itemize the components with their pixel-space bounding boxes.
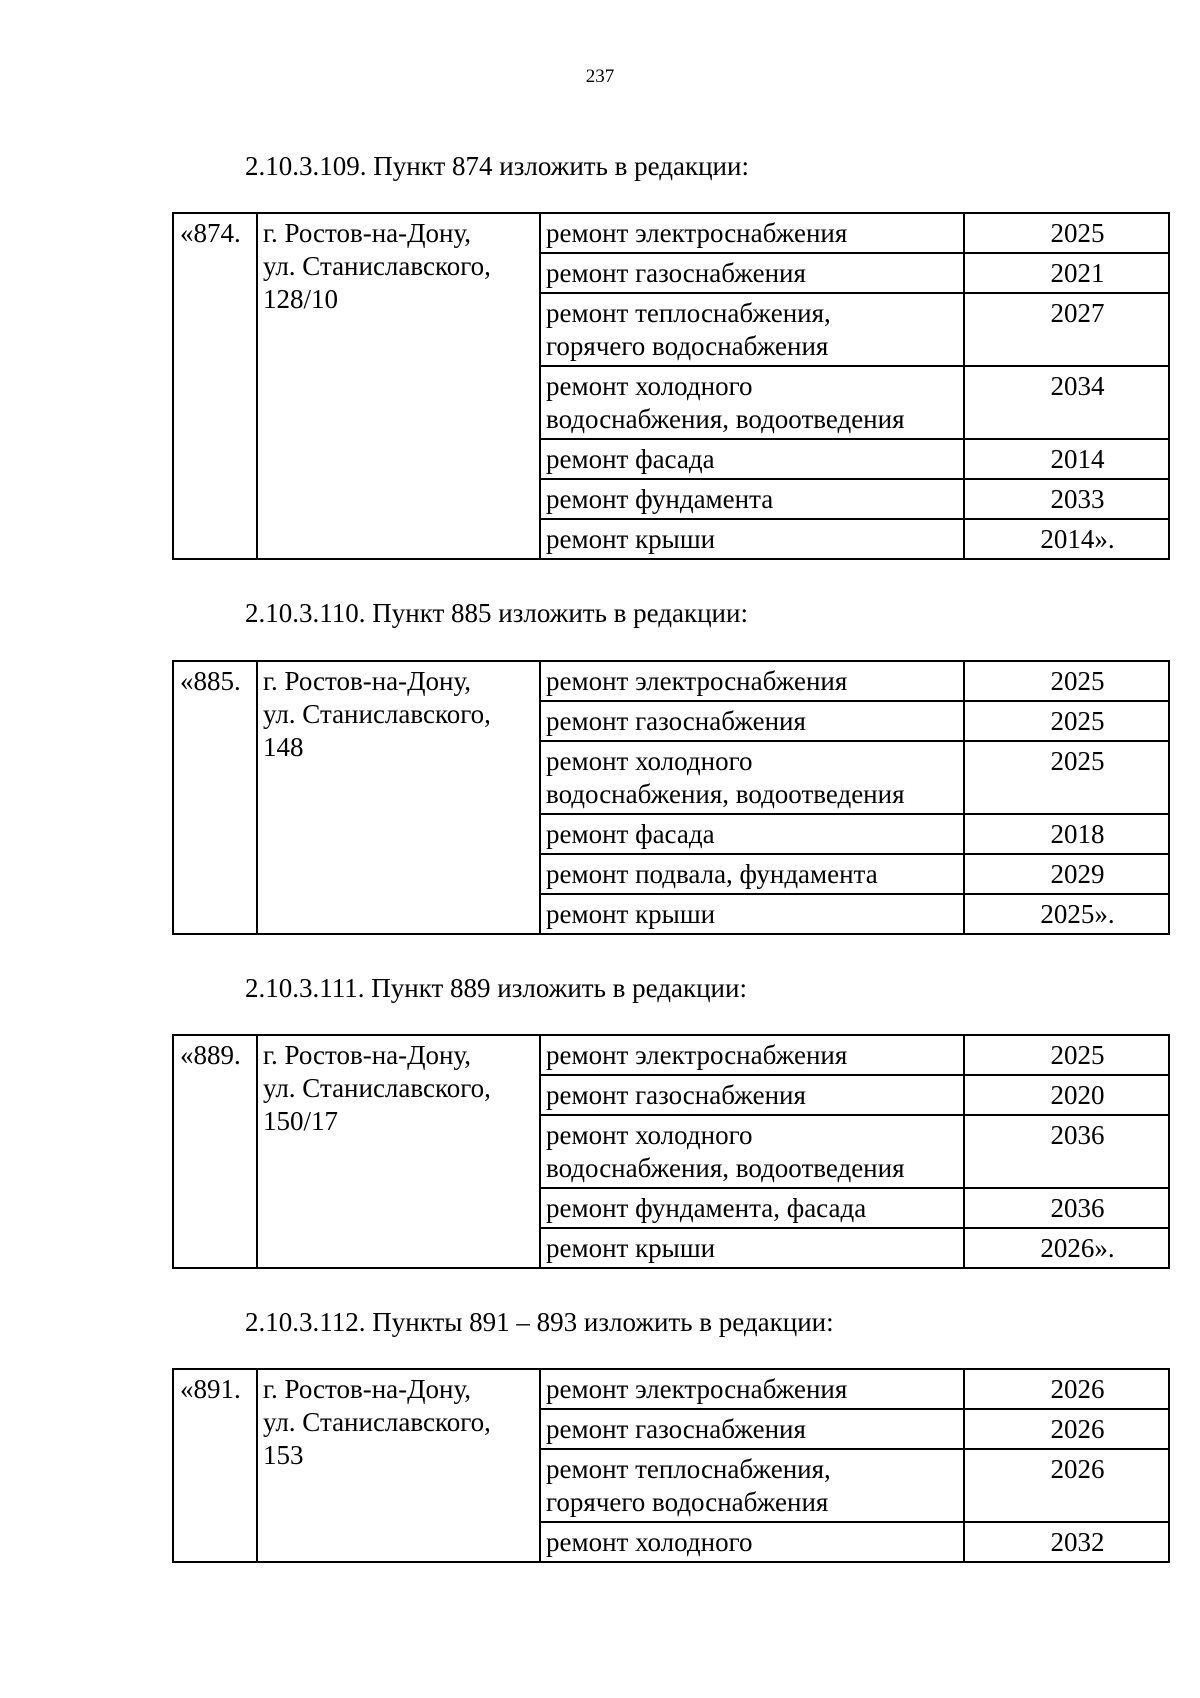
repair-year: 2033 — [964, 479, 1169, 519]
repair-year: 2026 — [964, 1369, 1169, 1409]
repair-year: 2026 — [964, 1449, 1169, 1522]
repair-year: 2036 — [964, 1188, 1169, 1228]
work-line: горячего водоснабжения — [546, 331, 829, 361]
table-row — [173, 1035, 1169, 1075]
section-heading: 2.10.3.110. Пункт 885 изложить в редакции: — [245, 598, 748, 628]
table-row — [173, 1369, 1169, 1409]
page-number: 237 — [585, 66, 615, 87]
repair-year: 2026 — [964, 1409, 1169, 1449]
work-type: ремонт газоснабжения — [540, 1409, 964, 1449]
address-line: г. Ростов-на-Дону, — [263, 218, 472, 248]
address-cell — [257, 213, 540, 559]
work-type — [540, 741, 964, 814]
work-type: ремонт крыши — [540, 1228, 964, 1268]
address-line: ул. Станиславского, — [263, 1407, 491, 1437]
work-type: ремонт электроснабжения — [540, 213, 964, 253]
repair-year: 2034 — [964, 366, 1169, 439]
work-type: ремонт газоснабжения — [540, 701, 964, 741]
repair-year: 2020 — [964, 1075, 1169, 1115]
work-type: ремонт газоснабжения — [540, 1075, 964, 1115]
repair-year: 2027 — [964, 293, 1169, 366]
work-line: водоснабжения, водоотведения — [546, 779, 905, 809]
work-type — [540, 1449, 964, 1522]
repair-year: 2025 — [964, 1035, 1169, 1075]
work-type: ремонт фундамента — [540, 479, 964, 519]
table-row — [173, 213, 1169, 253]
work-line: ремонт холодного — [546, 371, 753, 401]
work-type: ремонт электроснабжения — [540, 1035, 964, 1075]
address-line: г. Ростов-на-Дону, — [263, 1374, 472, 1404]
repair-year: 2026». — [964, 1228, 1169, 1268]
repair-year: 2025». — [964, 894, 1169, 934]
repair-year: 2021 — [964, 253, 1169, 293]
address-line: 128/10 — [263, 284, 339, 314]
work-line: ремонт теплоснабжения, — [546, 1454, 831, 1484]
repair-year: 2025 — [964, 741, 1169, 814]
repair-year: 2025 — [964, 661, 1169, 701]
work-line: ремонт холодного — [546, 746, 753, 776]
address-line: г. Ростов-на-Дону, — [263, 666, 472, 696]
repair-table — [172, 660, 1170, 935]
repair-year: 2032 — [964, 1522, 1169, 1562]
address-line: ул. Станиславского, — [263, 699, 491, 729]
work-type: ремонт фасада — [540, 814, 964, 854]
address-line: 153 — [263, 1440, 304, 1470]
work-type — [540, 366, 964, 439]
work-line: водоснабжения, водоотведения — [546, 1153, 905, 1183]
address-line: ул. Станиславского, — [263, 1073, 491, 1103]
section-heading: 2.10.3.109. Пункт 874 изложить в редакции: — [245, 151, 749, 181]
address-line: 150/17 — [263, 1106, 339, 1136]
address-line: г. Ростов-на-Дону, — [263, 1040, 472, 1070]
item-number: «891. — [173, 1369, 257, 1562]
work-type — [540, 1115, 964, 1188]
work-line: водоснабжения, водоотведения — [546, 404, 905, 434]
work-type: ремонт электроснабжения — [540, 1369, 964, 1409]
work-type: ремонт фасада — [540, 439, 964, 479]
work-type: ремонт крыши — [540, 894, 964, 934]
repair-year: 2036 — [964, 1115, 1169, 1188]
work-line: ремонт теплоснабжения, — [546, 298, 831, 328]
item-number: «885. — [173, 661, 257, 934]
address-line: ул. Станиславского, — [263, 251, 491, 281]
address-line: 148 — [263, 732, 304, 762]
work-type: ремонт подвала, фундамента — [540, 854, 964, 894]
repair-year: 2025 — [964, 701, 1169, 741]
work-line: горячего водоснабжения — [546, 1487, 829, 1517]
item-number: «874. — [173, 213, 257, 559]
repair-year: 2014 — [964, 439, 1169, 479]
address-cell — [257, 661, 540, 934]
work-type: ремонт фундамента, фасада — [540, 1188, 964, 1228]
item-number: «889. — [173, 1035, 257, 1268]
repair-year: 2029 — [964, 854, 1169, 894]
work-type: ремонт газоснабжения — [540, 253, 964, 293]
repair-table — [172, 212, 1170, 560]
work-type: ремонт электроснабжения — [540, 661, 964, 701]
repair-year: 2018 — [964, 814, 1169, 854]
repair-table — [172, 1034, 1170, 1269]
table-row — [173, 661, 1169, 701]
repair-year: 2014». — [964, 519, 1169, 559]
section-heading: 2.10.3.111. Пункт 889 изложить в редакции: — [245, 973, 747, 1003]
work-type: ремонт крыши — [540, 519, 964, 559]
address-cell — [257, 1035, 540, 1268]
work-type — [540, 293, 964, 366]
section-heading: 2.10.3.112. Пункты 891 – 893 изложить в редакции: — [245, 1307, 834, 1337]
work-line: ремонт холодного — [546, 1120, 753, 1150]
address-cell — [257, 1369, 540, 1562]
repair-year: 2025 — [964, 213, 1169, 253]
repair-table — [172, 1368, 1170, 1563]
work-type: ремонт холодного — [540, 1522, 964, 1562]
